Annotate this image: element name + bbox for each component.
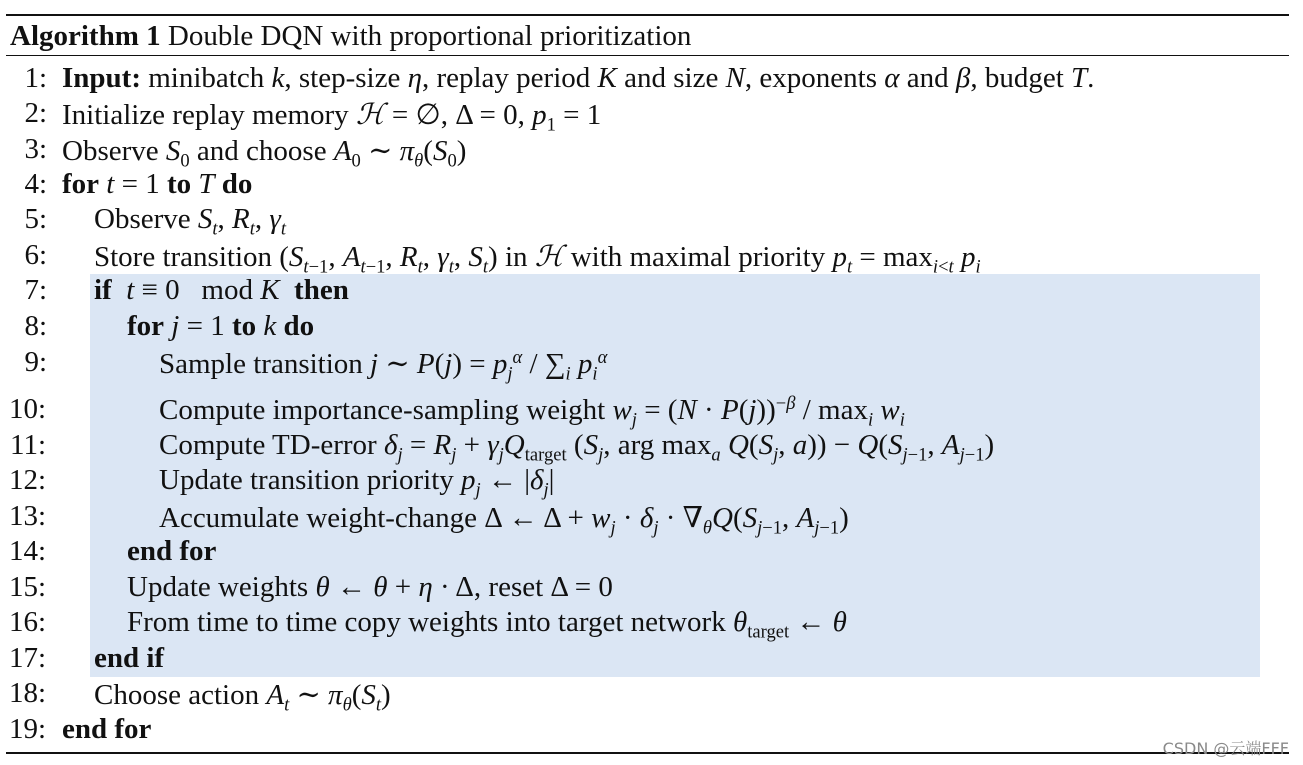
line-number: 4:	[24, 168, 47, 200]
top-rule	[6, 14, 1289, 16]
algorithm-caption	[10, 20, 691, 53]
line-number: 15:	[8, 571, 46, 603]
line-content: Compute TD-error $\delta_j = R_j + \gamma_jQ_{target}$ ($S_j$, arg $\max_a Q(S_j$, $a)) - Q(S_{j-1}$, $A_{j-1}$)	[159, 429, 995, 466]
line-number: 8:	[24, 310, 47, 342]
line-content: Store transition ($S_{t-1}$, $A_{t-1}$, $R_t$, $\gamma_t$, $S_t$) in ℋ with maximal priority $p_t = \max_{i<t} p_i$	[94, 239, 981, 278]
line-number: 1:	[24, 62, 47, 94]
line-content: Compute importance-sampling weight $w_j = (N \cdot P(j))^{-\beta} / \max_i w_i$	[159, 393, 905, 431]
line-content: end for	[127, 535, 217, 567]
line-content: Update transition priority $p_j$ ← $|\delta_j|$	[159, 464, 555, 501]
algorithm-label: Algorithm 1	[10, 20, 161, 52]
bottom-rule	[6, 752, 1289, 754]
line-content: for j = 1 to k do	[127, 310, 315, 342]
watermark: CSDN @云端FFF	[1162, 739, 1289, 758]
line-number: 7:	[24, 274, 47, 306]
line-content: Accumulate weight-change Δ ← $\Delta + w_j \cdot \delta_j \cdot \nabla_\theta Q(S_{j-1}$, $A_{j-1}$)	[159, 502, 849, 539]
line-content: Update weights θ ← θ + η · Δ, reset Δ = 0	[127, 571, 613, 603]
line-number: 12:	[8, 464, 46, 496]
line-number: 2:	[24, 97, 47, 129]
line-number: 9:	[24, 346, 47, 378]
line-content: if t ≡ 0 mod K then	[94, 274, 349, 306]
line-number: 6:	[24, 239, 47, 271]
line-content: Observe $S_t$, $R_t$, $\gamma_t$	[94, 203, 287, 240]
line-content: From time to time copy weights into target network $\theta_{target}$ ← θ	[127, 606, 847, 643]
line-content: for t = 1 to T do	[62, 168, 253, 200]
line-content: end if	[94, 642, 165, 674]
line-content: end for	[62, 713, 152, 745]
line-content: Input: minibatch k, step-size η, replay period K and size N, exponents α and β, budget T.	[62, 62, 1095, 94]
line-number: 11:	[10, 429, 46, 461]
caption-rule	[6, 55, 1289, 56]
line-number: 10:	[8, 393, 46, 425]
line-number: 19:	[8, 713, 46, 745]
line-number: 14:	[8, 535, 46, 567]
line-number: 5:	[24, 203, 47, 235]
algorithm-title: Double DQN with proportional prioritization	[167, 20, 692, 52]
line-number: 18:	[8, 677, 46, 709]
line-content: Initialize replay memory ℋ = ∅, Δ = 0, $p_1 = 1$	[62, 97, 602, 136]
line-number: 16:	[8, 606, 46, 638]
line-number: 17:	[8, 642, 46, 674]
line-number: 13:	[8, 500, 46, 532]
line-number: 3:	[24, 133, 47, 165]
line-content: Observe $S_0$ and choose $A_0$ ∼ $\pi_\theta(S_0)$	[62, 135, 467, 172]
line-content: Choose action $A_t$ ∼ $\pi_\theta(S_t)$	[94, 679, 391, 716]
line-content: Sample transition j ∼ $P(j) = p_j^\alpha / \sum_i$ $p_i^\alpha$	[159, 346, 608, 385]
